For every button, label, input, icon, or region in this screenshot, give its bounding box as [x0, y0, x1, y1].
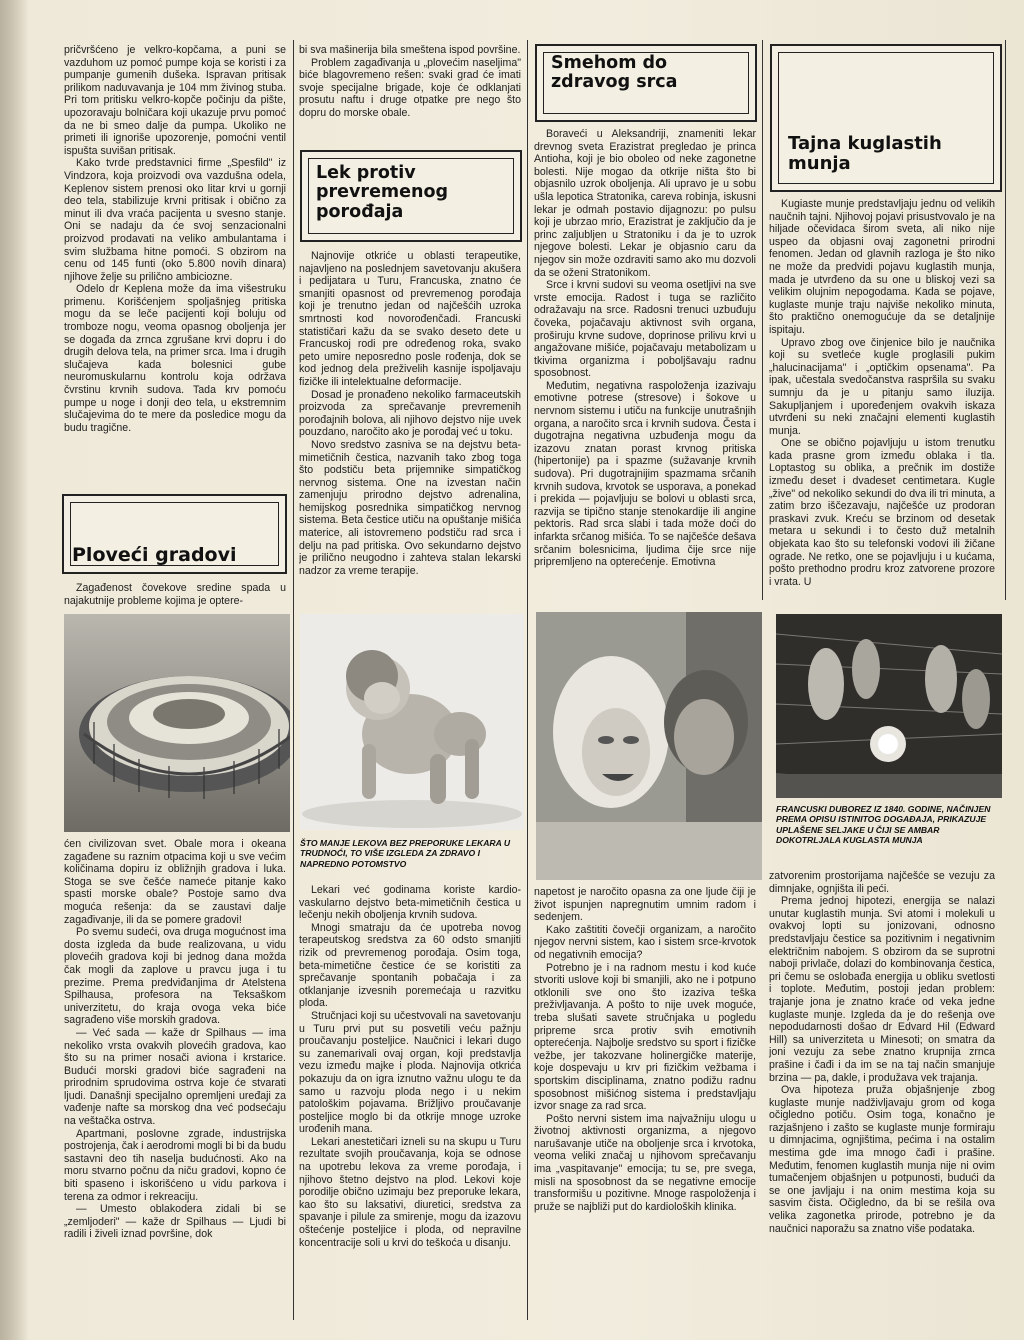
- paragraph: napetost je naročito opasna za one ljude čiji je život ispunjen napregnutim umnim radom i sedenjem.: [534, 886, 756, 924]
- paragraph: Kugiaste munje predstavljaju jednu od velikih naučnih tajni. Njihovoj pojavi prisustvovalo je na hiljade očevidaca širom sveta, ali niko nije uspeo da objasni ovaj zagonetni prirodni fenomen. Jedan od glavnih razloga je što niko ne može da predvidi pojavu kuglastih munja, mada je utvrđeno da su one u bliskoj vezi sa velikim olujnim nepogodama. Kada se pojave, kuglaste munje traju najviše nekoliko minuta, što praktično onemogućuje da se detaljnije ispitaju.: [769, 198, 995, 336]
- paragraph: Apartmani, poslovne zgrade, industrijska postrojenja, čak i aerodromi mogli bi bi da budu sastavni deo tih naselja budućnosti. Ako na moru stvarno počnu da niču gradovi, kopno će biti spaseno i iskorišćeno u vidu parkova i terena za odmor i rekreaciju.: [64, 1127, 286, 1203]
- baby-photo: [300, 614, 524, 830]
- paragraph: bi sva mašinerija bila smeštena ispod površine.: [299, 44, 521, 56]
- paragraph: Ova hipoteza pruža objašnjenje zbog kuglaste munje nadživljavaju grom od koga očigledno potiču. Osim toga, konačno je razjašnjeno i zašto se kuglaste munje formiraju u dimnjacima, ognjištima, pećima i na ostalim mestima gde ima mnogo čađi i prašine. Međutim, fenomen kuglastih munja nije ni ovim tumačenjem objašnjen u potpunosti, budući da se one javljaju i na onim mestima koja su sasvim čista. Očigledno, da bi se rešila ova velika zagonetka prirode, potrebno je da naučnici naporažu sa znatno više podataka.: [769, 1084, 995, 1235]
- paragraph: Potrebno je i na radnom mestu i kod kuće stvoriti uslove koji bi smanjili, ako ne i potpuno otklonili sve ono što izaziva teška preživljavanja. A pošto to nije uvek moguće, treba slušati savete stručnjaka u pogledu pripreme srca protiv svih emotivnih opterećenja. Najbolje sredstvo su sport i fizičke vežbe, jer takozvane holinergičke materije, koje dospevaju u krv pri fizičkim vežbama i sportskim disciplinama, znatno podižu radnu sposobnost mišićnog sistema i predstavljaju izvor snage za rad srca.: [534, 961, 756, 1113]
- headline-tajna-kuglastih-munja: Tajna kuglastih munja: [788, 133, 942, 174]
- column-divider: [293, 40, 294, 1320]
- woodcut-engraving: [776, 614, 1002, 798]
- column-divider: [1005, 40, 1006, 600]
- baby-illustration: [300, 614, 524, 830]
- headline-smehom-do-zdravog-srca: Smehom do zdravog srca: [551, 53, 678, 93]
- headline-box-smehom: [535, 44, 757, 122]
- column-1-top-text: [64, 44, 286, 479]
- paragraph: pričvršćeno je velkro-kopčama, a puni se vazduhom uz pomoć pumpe koja se koristi i za pumpanje gumenih dušeka. Ispravan pritisak prilikom naduvavanja je 104 mm živinog stuba. Pri tom pritisku velkro-kopče počinju da pište, upozoravaju bolničara koji ukazuje prvu pomoć da ne bi smeo dalje da pumpa. Ukoliko ne primeti ili ignoriše upozorenje, pomoćni ventil ispušta suvišan pritisak.: [64, 44, 286, 157]
- headline-box-ploveci-gradovi: [62, 494, 287, 574]
- paragraph: Lekari već godinama koriste kardio-vaskularno dejstvo beta-mimetičnih čestica u lečenju nekih oboljenja krvnih sudova.: [299, 884, 521, 922]
- paragraph: Prema jednoj hipotezi, energija se nalazi unutar kuglastih munja. Svi atomi i molekuli u ovakvoj lopti su jonizovani, odnosno predstavljaju čestice sa pozitivnim i negativnim električnim nabojem. S obzirom da se suprotni naboji privlače, dolazi do kombinovanja čestica, pri čemu se oslobađa energija u obliku svetlosti i toplote. Međutim, postoji jedan problem: trajanje jona je znatno kraće od veka jedne kuglaste munje. Izgleda da je do rešenja ove nepodudarnosti došao dr Edvard Hil (Edward Hill) sa univerziteta u Minesoti; on smatra da joni vezuju za sebe znatno krupnija zrnca prašine i čađi i da im se na taj način smanjuje brzina — pa, dakle, i produžava vek trajanja.: [769, 895, 995, 1084]
- headline-ploveci-gradovi: Ploveći gradovi: [72, 544, 237, 567]
- paragraph: ćen civilizovan svet. Obale mora i okeana zagađene su raznim otpacima koji u sve većim količinama dopiru iz obližnjih gradova i luka. Stoga se sve češće nameće pitanje kako spasti morske obale? Postoje samo dva moguća rešenja: da se zaustavi dalje zagađivanje, ili da se pomere gradovi!: [64, 838, 286, 926]
- column-1-intro-text: [64, 582, 286, 610]
- paragraph: Međutim, negativna raspoloženja izazivaju emotivne potrese (stresove) i šokove u nervnom sistemu i utiču na funkcije unutrašnjih organa, a naročito srca i krvnih sudova. Česta i dugotrajna negativna uzbuđenja mogu da izazovu znatan porast krvnog pritiska (hipertonije) pa i spazme (sužavanje krvnih sudova). Pri dugotrajnijim spazmama srčanih krvnih sudova, krvotok se usporava, a ponekad i prekida — pojavljuju se bolovi u oblasti srca, razvija se tipično stanje stenokardije ili angine pektoris. Rad srca slabi i tada može doći do infarkta srčanog mišića. To se najčešće dešava srčanim bolesnicima, ljudima čije srce nije pripremljeno na opterećenje. Emotivna: [534, 379, 756, 569]
- paragraph: Srce i krvni sudovi su veoma osetljivi na sve vrste emocija. Radost i tuga se različito odražavaju na srce. Radosni trenuci uzbuđuju čoveka, pojačavaju aktivnost svih organa, proširuju krvne sudove, doprinose prilivu krvi u angažovane mišiće, pojačavaju metabolizam u tkivima organizma i poboljšavaju radnu sposobnost.: [534, 279, 756, 380]
- paragraph: Zagađenost čovekove sredine spada u najakutnije probleme kojima je optere-: [64, 582, 286, 607]
- paragraph: Lekari anestetičari izneli su na skupu u Turu rezultate svojih proučavanja, koja se odnose na upotrebu lekova za vreme porođaja, i njihovo štetno dejstvo na plod. Lekovi koje porodilje obično uzimaju bez preporuke lekara, kao što su laksativi, diuretici, sredstva za spavanje i pilule za smirenje, mogu da izazovu oštećenje posteljice i ploda, od nepravilne koncentracije soli u krvi do teškoća u disanju.: [299, 1135, 521, 1249]
- headline-lek-protiv-prevremenog-porodjaja: Lek protiv prevremenog porođaja: [316, 163, 449, 222]
- paragraph: Boraveći u Aleksandriji, znameniti lekar drevnog sveta Erazistrat pregledao je princa Antioha, koji je bio oboleo od neke zagonetne bolesti. Nije mogao da otkrije ništa što bi objasnilo uzrok oboljenja. Ali upravo je u sobu ušla lepotica Stratonika, careva robinja, iskusni lekar je odmah postavio dijagnozu: po pulsu koji je ubrzao mrio, Erazistrat je zaključio da je princ zaljubljen u Stratoniku i da je to uzrok njegove bolesti. Lekar je objasnio caru da njegov sin može ozdraviti samo ako mu dozvoli da se oženi Stratonikom.: [534, 128, 756, 279]
- column-divider: [527, 40, 528, 1320]
- laughing-couple-illustration: [536, 612, 762, 880]
- paragraph: Kako zaštititi čovečji organizam, a naročito njegov nervni sistem, kao i sistem srce-krvotok od negativnih emocija?: [534, 923, 756, 961]
- column-2-mid-text: [299, 250, 521, 612]
- paragraph: — Već sada — kaže dr Spilhaus — ima nekoliko vrsta ovakvih plovećih gradova, kao što su na primer nosači aviona i krstarice. Budući morski gradovi biće sagrađeni na prirodnim sprudovima ostrva koje će stvarati ljudi. Današnji specijalno opremljeni uređaji za vađenje nafte sa morskog dna već podsećaju na veštačka ostrva.: [64, 1026, 286, 1128]
- paragraph: Dosad je pronađeno nekoliko farmaceutskih proizvoda za sprečavanje prevremenih porođajnih bolova, ali njihovo dejstvo nije uvek pouzdano, naročito ako je porođaj već u toku.: [299, 388, 521, 439]
- laughing-couple-photo: [536, 612, 762, 880]
- floating-city-illustration: [64, 614, 290, 832]
- paragraph: Stručnjaci koji su učestvovali na savetovanju u Turu prvi put su posvetili veću pažnju proučavanju posteljice. Naučnici i lekari dugo su zanemarivali ovaj organ, koji predstavlja vezu između majke i ploda. Najnovija otkrića pokazuju da on igra iznutno važnu ulogu te da samo u razvoju ploda nego i u nekim patološkim pojavama. Brižljivo proučavanje posteljice moglo bi da otkrije mnoge uzroke urođenih mana.: [299, 1009, 521, 1136]
- binding-shadow: [0, 0, 28, 1340]
- headline-box-tajna: [770, 44, 1002, 192]
- paragraph: — Umesto oblakodera zidali bi se „zemljoderi" — kaže dr Spilhaus — Ljudi bi radili i živeli iznad površine, dok: [64, 1203, 286, 1241]
- column-3-top-text: [534, 128, 756, 610]
- column-3-bottom-text: [534, 886, 756, 1282]
- paragraph: Najnovije otkriće u oblasti terapeutike, najavljeno na poslednjem savetovanju akušera i pedijatara u Turu, Francuska, znatno će smanjiti opasnost od prevremenog porođaja koji je trenutno jedan od najčešćih uzroka smrtnosti kod novorođenčadi. Francuski statističari kažu da se svako deseto dete u Francuskoj rodi pre određenog roka, svako peto umire neposredno posle rođenja, dok se kod jednog dela preživelih kasnije ispoljavaju fizičke ili intelektualne deformacije.: [299, 250, 521, 388]
- column-4-top-text: [769, 198, 995, 610]
- paragraph: Upravo zbog ove činjenice bilo je naučnika koji su svetleće kugle proglasili pukim „halucinacijama" i „optičkim opsenama". Pa ipak, učestala svedočanstva raspršila su svaku sumnju da je u pitanju samo iluzija. Sakupljanjem i upoređenjem ovakvih iskaza utvrđeni su neki značajni elementi kuglastih munja.: [769, 336, 995, 437]
- floating-city-photo: [64, 614, 290, 832]
- column-2-bottom-text: [299, 884, 521, 1282]
- column-2-top-text: [299, 44, 521, 150]
- column-4-bottom-text: [769, 870, 995, 1282]
- headline-box-lek-protiv: [300, 150, 522, 242]
- baby-photo-caption: ŠTO MANJE LEKOVA BEZ PREPORUKE LEKARA U TRUDNOĆI, TO VIŠE IZGLEDA ZA ZDRAVO I NAPREDNO POTOMSTVO: [300, 838, 511, 869]
- paragraph: zatvorenim prostorijama najčešće se vezuju za dimnjake, ognjišta ili peći.: [769, 870, 995, 895]
- column-divider: [762, 40, 763, 600]
- paragraph: Odelo dr Keplena može da ima višestruku primenu. Korišćenjem spoljašnjeg pritiska mogu da se leče pacijenti koji boluju od tromboze nogu, veoma opasnog oboljenja jer se događa da zrnca zgrušane krvi dopru i do drugih delova tela, na primer srca. Ima i drugih slučajeva kada bolesnici gube neuromuskularnu kontrolu koja održava čvrstinu krvnih sudova. Tada krv pomoću pumpe u noge i donji deo tela, u ekstremnim slučajevima do te mere da posledice mogu da budu tragične.: [64, 283, 286, 434]
- woodcut-caption: FRANCUSKI DUBOREZ IZ 1840. GODINE, NAČINJEN PREMA OPISU ISTINITOG DOGAĐAJA, PRIKAZUJE UPLAŠENE SELJAKE U ČIJI SE AMBAR DOKOTRLJALA KUGLASTA MUNJA: [776, 804, 991, 846]
- paragraph: Novo sredstvo zasniva se na dejstvu beta-mimetičnih čestica, nazvanih tako zbog toga što podstiču beta prijemnike simpatičkog nervnog sistema. One na izvestan način zamenjuju prirodno dejstvo adrenalina, hemijskog posrednika simpatičkog nervnog sistema. Beta čestice utiču na opuštanje mišića materice, ali istovremeno podstiču rad srca i delju na pad pritiska. Ovo sekundarno dejstvo je prilično neugodno i zahteva stalan lekarski nadzor za vreme terapije.: [299, 438, 521, 577]
- paragraph: Kako tvrde predstavnici firme „Spesfild" iz Vindzora, koja proizvodi ova vazdušna odela, Keplenov sistem prenosi oko litar krvi u gornji deo tela, stabilizuje krvni pritisak i obično za minut ili dva vraća pacijenta u svesno stanje. Oni se nadaju da će svoj senzacionalni proizvod prodavati na veliko ambulantama i svim službama hitne pomoći. S obzirom na cenu od 145 funti (oko 5.800 novih dinara) njihove želje su prilično ambiciozne.: [64, 157, 286, 283]
- paragraph: Problem zagađivanja u „plovećim naseljima" biće blagovremeno rešen: svaki grad će imati svoje specijalne brigade, koje će odklanjati prosutu naftu i druge otpatke pre nego što dopru do morske obale.: [299, 56, 521, 119]
- paragraph: Po svemu sudeći, ova druga mogućnost ima dosta izgleda da bude realizovana, u vidu plovećih gradova koji bi jednog dana možda čak mogli da zaplove u pravcu juga i tu prezime. Prema predviđanjima dr Atelstena Spilhausa, profesora na Teksaškom univerzitetu, do kraja ovoga veka biće sagrađeno više morskih gradova.: [64, 926, 286, 1027]
- column-1-bottom-text: [64, 838, 286, 1282]
- paragraph: Pošto nervni sistem ima najvažniju ulogu u životnoj aktivnosti organizma, a njegovo narušavanje utiče na oboljenje srca i krvotoka, veoma veliki značaj u njihovom sprečavanju ima „vaspitavanje" emocija; tu se, pre svega, misli na sposobnost da se negativne emocije transformišu u pozitivne. Mnoge raspoloženja i pruže se najbliži put do kardioloških klinika.: [534, 1112, 756, 1213]
- woodcut-illustration: [776, 614, 1002, 798]
- paragraph: One se obično pojavljuju u istom trenutku kada prasne grom između oblaka i tla. Loptastog su oblika, a prečnik im dostiže između deset i dvadeset centimetara. Kugle „žive" od nekoliko sekundi do dva ili tri minuta, a zatim brzo iščezavaju, najčešće uz prodoran praskavi zvuk. Kreću se brzinom od desetak metara u sekundi i to često duž metalnih objekata kao što su telefonski vodovi ili žičane ograde. Ne retko, one se pojavljuju i u kućama, pošto prethodno prodru kroz zatvorene prozore i vrata. U: [769, 437, 995, 588]
- paragraph: Mnogi smatraju da će upotreba novog terapeutskog sredstva za 60 odsto smanjiti rizik od prevremenog porođaja. Osim toga, beta-mimetične čestice će se koristiti za sprečavanje spontanih pobačaja i za otklanjanje izvesnih poremećaja u razvitku ploda.: [299, 921, 521, 1010]
